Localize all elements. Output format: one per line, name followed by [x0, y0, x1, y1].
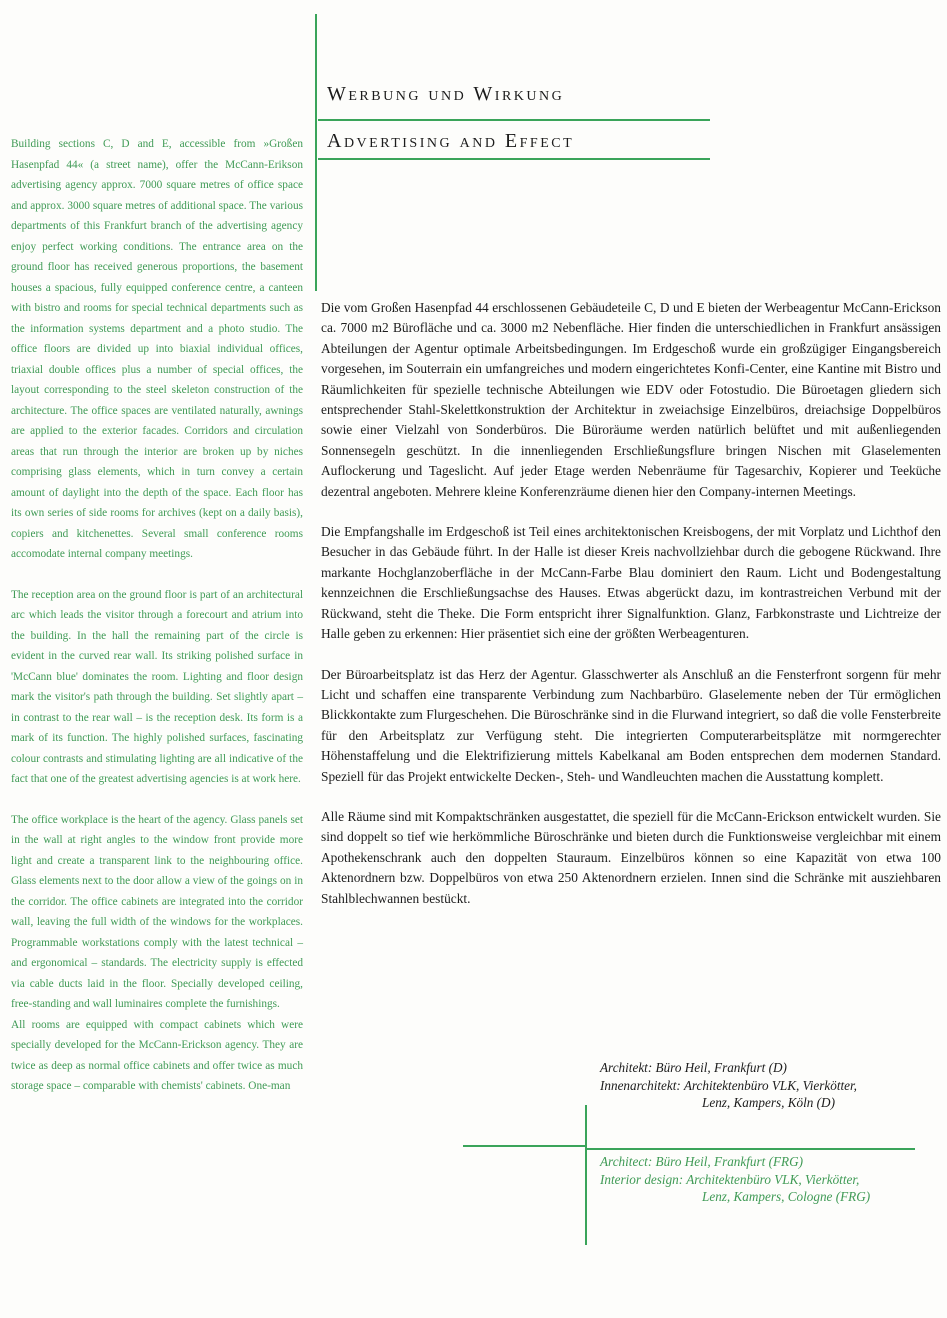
vertical-rule-top — [315, 14, 317, 291]
heading-german: Werbung und Wirkung — [327, 83, 565, 105]
credit-architect-de: Architekt: Büro Heil, Frankfurt (D) — [600, 1060, 787, 1075]
horizontal-rule-heading-1 — [318, 119, 710, 121]
vertical-rule-credits — [585, 1105, 587, 1245]
horizontal-rule-heading-2 — [318, 158, 710, 160]
horizontal-rule-credits-right — [587, 1148, 915, 1150]
german-paragraph-3: Der Büroarbeitsplatz ist das Herz der Agentur. Glasschwerter als Anschluß an die Fensterfront sorgenn für mehr Licht und schaffen eine transparente Verbindung zum Nachbarbüro. Glaselemente neben der Tür ermöglichen Blickkontakte zum Flurgeschehen. Die Büroschränke sind in die Flurwand integriert, so daß die volle Fensterbreite für den Arbeitsplatz zur Verfügung steht. Die integrierten Computerarbeitsplätze mit normgerechter Höhenstaffelung und die Elektrifizierung mittels Kabelkanal am Boden entsprechen dem modernen Standard. Speziell für das Projekt entwickelte Decken-, Steh- und Wandleuchten machen die Ausstattung komplett. — [321, 666, 941, 784]
english-paragraph-4: All rooms are equipped with compact cabinets which were specially developed for the McCann-Erickson agency. They are twice as deep as normal office cabinets and offer twice as much storage space – comparable with chemists' cabinets. One-man — [11, 1018, 303, 1092]
credit-interior-en-cont: Lenz, Kampers, Cologne (FRG) — [702, 1189, 871, 1204]
german-text-column — [321, 298, 941, 929]
credit-interior-de-cont: Lenz, Kampers, Köln (D) — [702, 1095, 835, 1110]
heading-english: Advertising and Effect — [327, 130, 575, 152]
horizontal-rule-credits-left — [463, 1145, 587, 1147]
english-paragraph-2: The reception area on the ground floor is part of an architectural arc which leads the visitor through a forecourt and atrium into the building. In the hall the remaining part of the circle is evident in the curved rear wall. Its striking polished surface in 'McCann blue' dominates the room. Lighting and floor design mark the visitor's path through the building. Set slightly apart – in contrast to the rear wall – is the reception desk. Its form is a mark of its function. The highly polished surfaces, fascinating colour contrasts and stimulating lighting are all indicative of the fact that one of the greatest advertising agencies is at work here. — [11, 588, 303, 785]
english-text-column — [11, 134, 303, 1097]
credits-english — [600, 1153, 920, 1206]
credit-interior-de: Innenarchitekt: Architektenbüro VLK, Vierkötter, — [600, 1077, 857, 1093]
german-paragraph-4: Alle Räume sind mit Kompaktschränken ausgestattet, die speziell für die McCann-Erickson entwickelt wurden. Sie sind doppelt so tief wie herkömmliche Büroschränke und bieten durch die Funktionsweise vergleichbar mit einem Apothekenschrank auch den doppelten Stauraum. Einzelbüros können so eine Kapazität von etwa 100 Aktenordnern bzw. Doppelbüros von etwa 250 Aktenordnern erzielen. Innen sind die Schränke mit ausziehbaren Stahlblechwannen bestückt. — [321, 808, 941, 906]
english-paragraph-1: Building sections C, D and E, accessible from »Großen Hasenpfad 44« (a street name), offer the McCann-Erikson advertising agency approx. 7000 square metres of office space and approx. 3000 square metres of additional space. The various departments of this Frankfurt branch of the advertising agency enjoy perfect working conditions. The entrance area on the ground floor has received generous proportions, the basement houses a spacious, fully equipped conference centre, a canteen with bistro and rooms for special technical departments such as the information systems department and a photo studio. The office floors are divided up into biaxial individual offices, triaxial double offices plus a number of special offices, the layout corresponding to the steel skeleton construction of the architecture. The office spaces are ventilated naturally, awnings are applied to the exterior facades. Corridors and circulation areas that run through the interior are broken up by niches comprising glass elements, which in turn convey a certain amount of daylight into the depth of the space. Each floor has its own series of side rooms for archives (kept on a daily basis), copiers and kitchenettes. Several small conference rooms accomodate internal company meetings. — [11, 138, 303, 560]
german-paragraph-2: Die Empfangshalle im Erdgeschoß ist Teil eines architektonischen Kreisbogens, der mit Vorplatz und Lichthof den Besucher in das Gebäude führt. In der Halle ist dieser Kreis nachvollziehbar durch die gebogene Rückwand. Ihre markante Hochglanzoberfläche in der McCann-Farbe Blau dominiert den Raum. Licht und Bodengestaltung kennzeichnen die Erschließungsachse des Hauses. Etwas abgerückt dazu, im kontrastreichen Verbund mit der Rückwand, steht die Theke. Die Form entspricht ihrer Signalfunktion. Glanz, Farbkonstraste und Lichtreize der Halle geben zu erkennen: Hier präsentiet sich eine der größten Werbeagenturen. — [321, 524, 941, 642]
english-paragraph-3: The office workplace is the heart of the agency. Glass panels set in the wall at right angles to the window front provide more light and create a transparent link to the neighbouring office. Glass elements next to the door allow a view of the goings on in the corridor. The office cabinets are integrated into the corridor wall, leaving the full width of the windows for the workplaces. Programmable workstations comply with the latest technical – and ergonomical – standards. The electricity supply is effected via cable ducts laid in the floor. Specially developed ceiling, free-standing and wall luminaires complete the furnishings. — [11, 813, 303, 1010]
credit-architect-en: Architect: Büro Heil, Frankfurt (FRG) — [600, 1154, 804, 1169]
credits-german — [600, 1059, 920, 1112]
credit-interior-en: Interior design: Architektenbüro VLK, Vierkötter, — [600, 1171, 860, 1187]
german-paragraph-1: Die vom Großen Hasenpfad 44 erschlossenen Gebäudeteile C, D und E bieten der Werbeagentur McCann-Erickson ca. 7000 m2 Bürofläche und ca. 3000 m2 Nebenfläche. Hier finden die unterschiedlichen in Frankfurt ansässigen Abteilungen der Agentur optimale Arbeitsbedingungen. Im Erdgeschoß wurde ein großzügiger Eingangsbereich vorgesehen, im Souterrain ein umfangreiches und modern eingerichtetes Konfi-Center, eine Kantine mit Bistro und Räumlichkeiten für spezielle technische Abteilungen wie EDV oder Fotostudio. Die Büroetagen gliedern sich entsprechender Stahl-Skelettkonstruktion der Architektur in zweiachsige Einzelbüros, dreiachsige Doppelbüros sowie einer Vielzahl von Sonderbüros. Die Büroräume werden natürlich belüftet und mit außenliegenden Sonnensegeln geschützt. In die innenliegenden Erschließungsflure bringen Nischen mit Glaselementen Auflockerung und Tageslicht. Auf jeder Etage werden Nebenräume für Tagesarchiv, Kopierer und Teeküche dezentral angeboten. Mehrere kleine Konferenzräume dienen hier den Company-internen Meetings. — [321, 300, 941, 499]
